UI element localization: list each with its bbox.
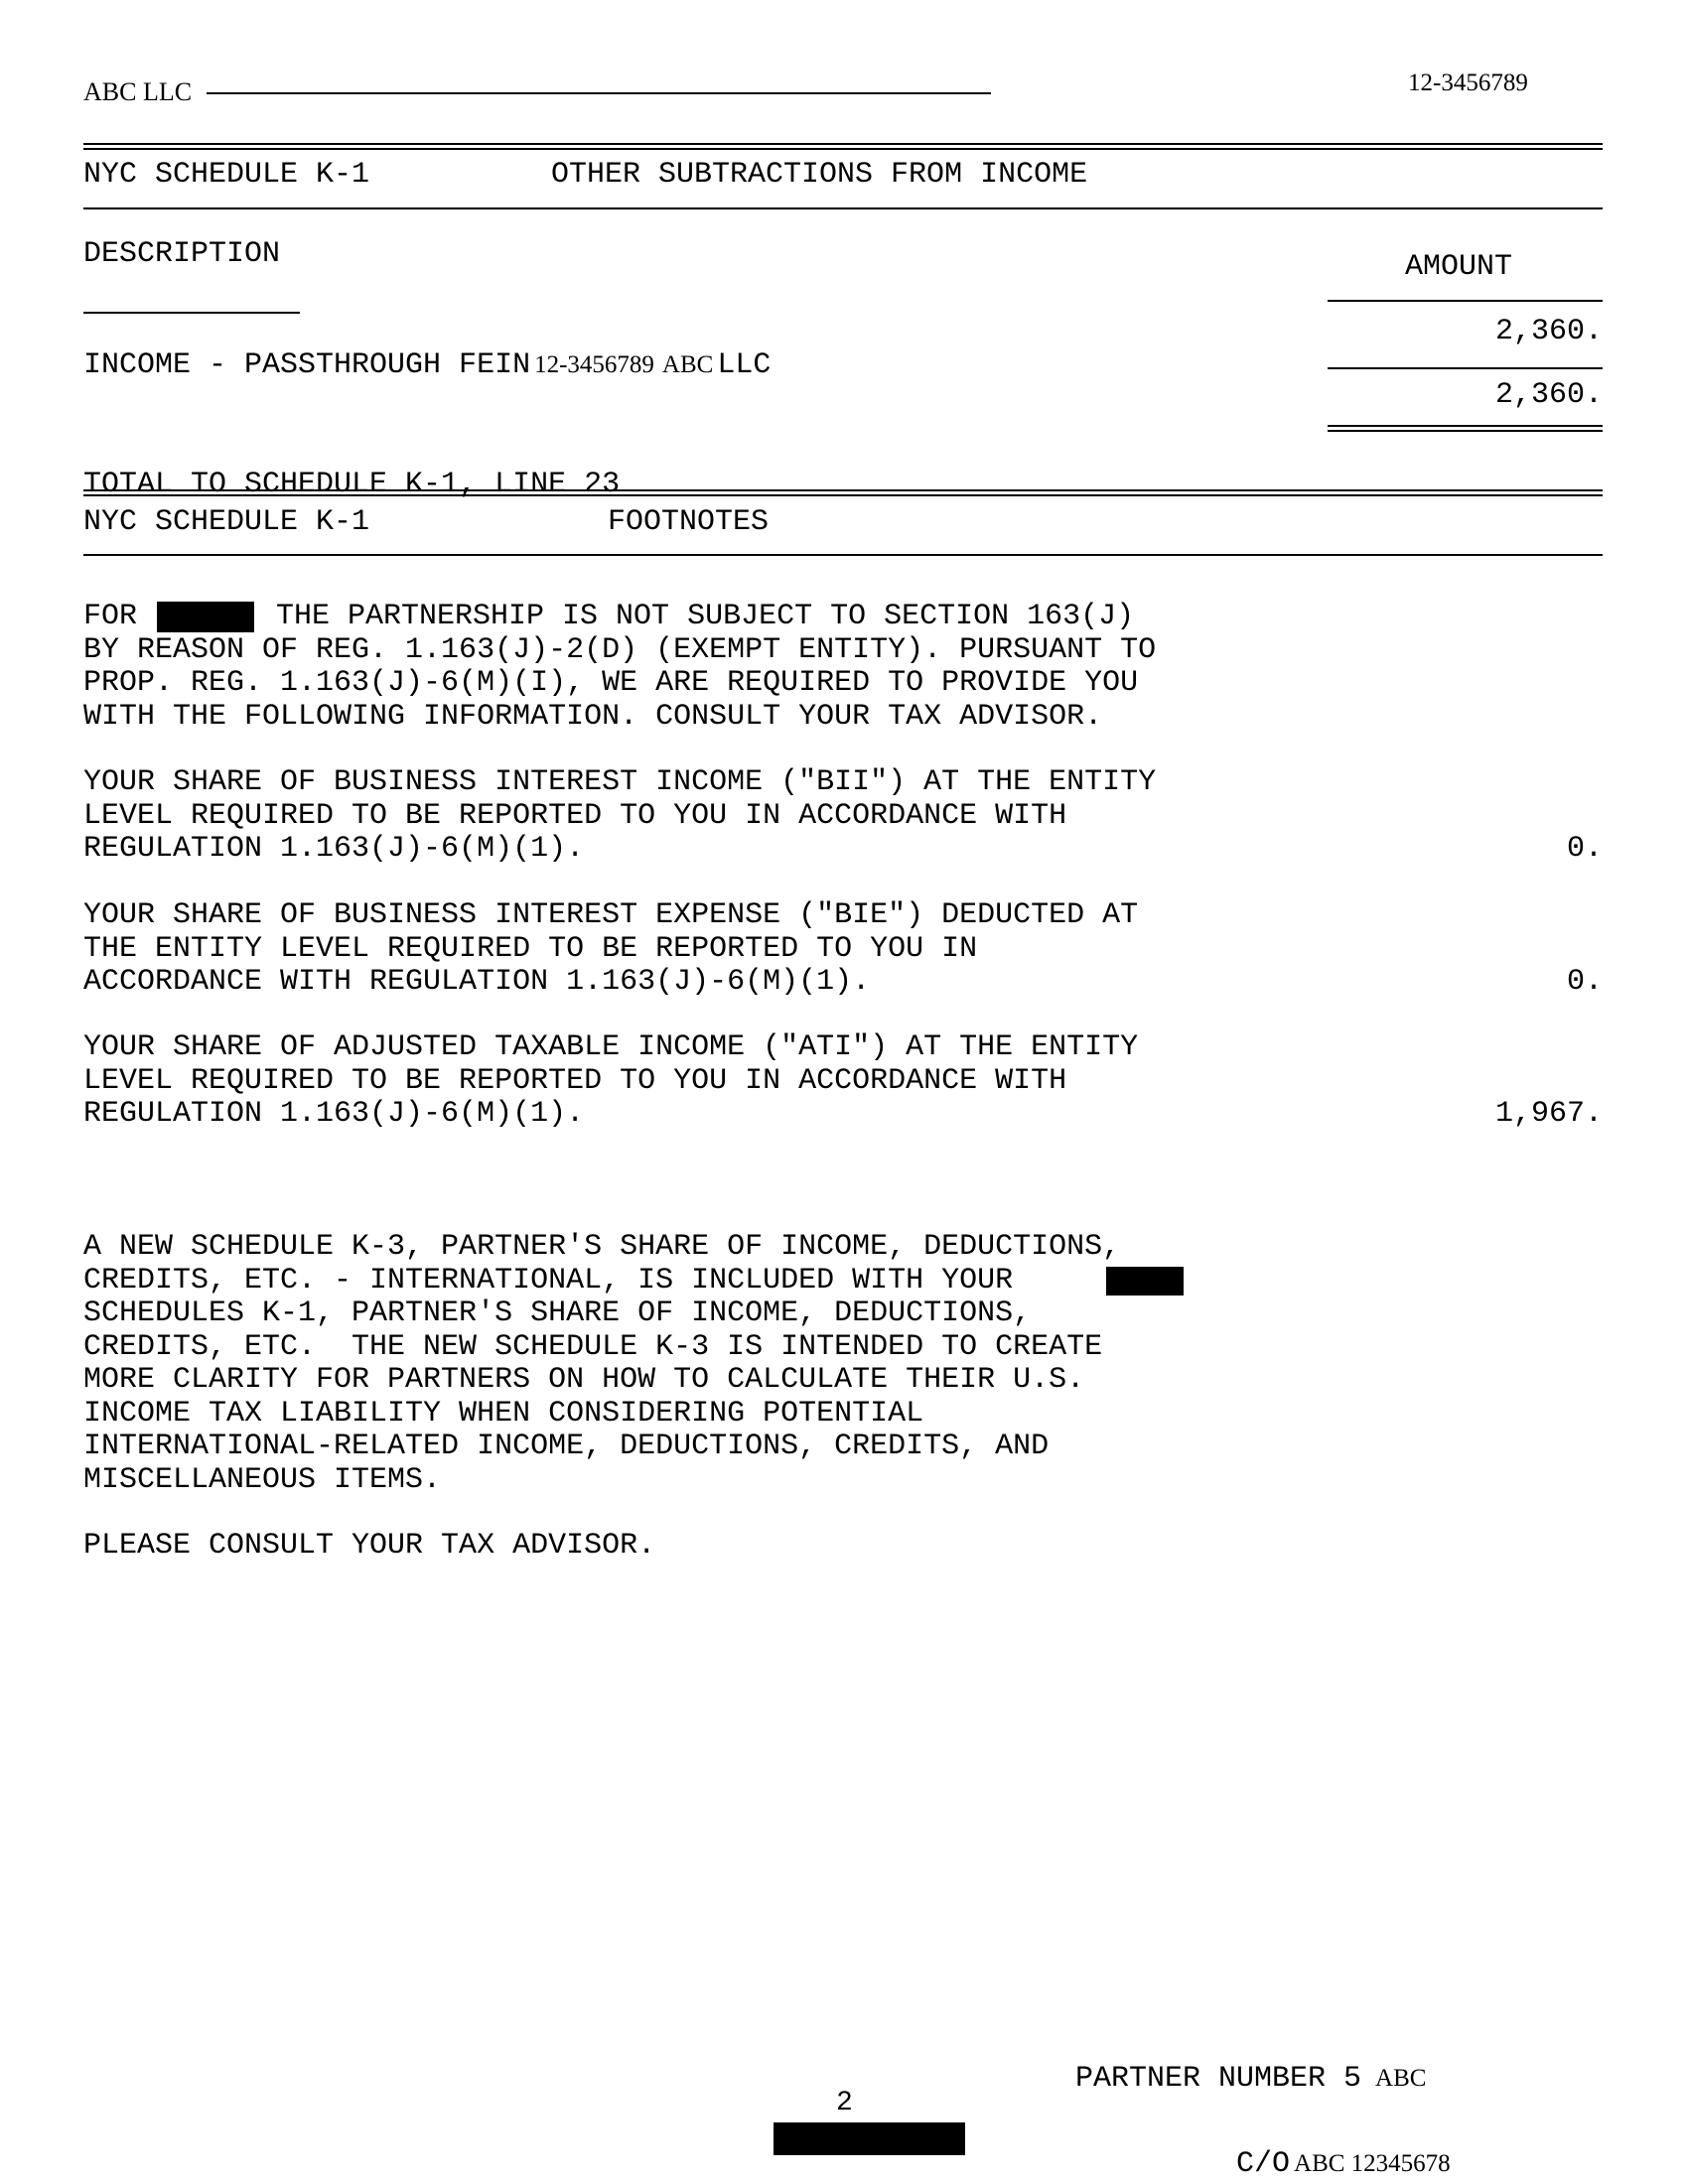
header-underline [207,92,991,94]
consult-advisor: PLEASE CONSULT YOUR TAX ADVISOR. [83,1529,656,1563]
care-of-value: ABC 12345678 [1294,2150,1451,2177]
bie-line2: THE ENTITY LEVEL REQUIRED TO BE REPORTED TO YOU IN [83,931,978,966]
ati-amount: 1,967. [1494,1097,1603,1131]
total-amount: 2,360. [1494,378,1603,412]
partner-number-label: PARTNER NUMBER 5 [1075,2062,1362,2096]
subtotal-rule [1328,367,1603,369]
ati-line2: LEVEL REQUIRED TO BE REPORTED TO YOU IN ACCORDANCE WITH [83,1063,1067,1098]
income-row-prefix: INCOME - PASSTHROUGH FEIN [83,348,531,382]
section1-title-rule [83,207,1603,209]
k3-line5: MORE CLARITY FOR PARTNERS ON HOW TO CALCULATE THEIR U.S. [83,1363,1085,1397]
k3-line1: A NEW SCHEDULE K-3, PARTNER'S SHARE OF INCOME, DEDUCTIONS, [83,1230,1121,1264]
bii-line1: YOUR SHARE OF BUSINESS INTEREST INCOME ("BII") AT THE ENTITY [83,765,1157,799]
description-underline [83,312,300,314]
partner-name: ABC [1375,2065,1427,2092]
footnote-p1-line3: PROP. REG. 1.163(J)-6(M)(I), WE ARE REQUIRED TO PROVIDE YOU [83,666,1139,700]
k3-line7: INTERNATIONAL-RELATED INCOME, DEDUCTIONS, CREDITS, AND [83,1430,1050,1463]
partner-number [1075,2063,1426,2097]
bii-line2: LEVEL REQUIRED TO BE REPORTED TO YOU IN ACCORDANCE WITH [83,798,1067,833]
k3-line6: INCOME TAX LIABILITY WHEN CONSIDERING POTENTIAL [83,1396,924,1431]
k3-line3: SCHEDULES K-1, PARTNER'S SHARE OF INCOME, DEDUCTIONS, [83,1297,1032,1330]
k3-line2: CREDITS, ETC. - INTERNATIONAL, IS INCLUDED WITH YOUR [83,1263,1014,1297]
k3-line8: MISCELLANEOUS ITEMS. [83,1462,442,1497]
income-row-name-suffix: LLC [717,348,772,382]
section2-title-left: NYC SCHEDULE K-1 [83,505,370,539]
amount-underline [1328,300,1603,302]
total-double-rule [1328,425,1603,432]
column-header-description: DESCRIPTION [83,237,281,271]
bii-line3: REGULATION 1.163(J)-6(M)(1). [83,832,585,866]
ati-line3: REGULATION 1.163(J)-6(M)(1). [83,1097,585,1131]
column-header-amount: AMOUNT [1405,250,1513,284]
income-row-fein: 12-3456789 [534,351,654,378]
footnote-for: FOR [83,600,138,633]
footnote-p1-line4: WITH THE FOLLOWING INFORMATION. CONSULT YOUR TAX ADVISOR. [83,699,1103,734]
section1-top-rule [83,143,1603,150]
section1-title-left: NYC SCHEDULE K-1 [83,158,370,192]
bie-line3: ACCORDANCE WITH REGULATION 1.163(J)-6(M)(1). [83,965,871,999]
section2-title-right: FOOTNOTES [608,505,770,539]
total-label: TOTAL TO SCHEDULE K-1, LINE 23 [83,468,621,501]
ein: 12-3456789 [1408,69,1528,96]
redaction-block [1106,1267,1184,1296]
ati-line1: YOUR SHARE OF ADJUSTED TAXABLE INCOME ("ATI") AT THE ENTITY [83,1030,1139,1064]
section2-title-rule [83,554,1603,556]
bie-line1: YOUR SHARE OF BUSINESS INTEREST EXPENSE ("BIE") DEDUCTED AT [83,898,1139,932]
page-number: 2 [836,2088,853,2118]
care-of-label: C/O [1236,2147,1291,2181]
bie-amount: 0. [1566,965,1603,999]
footnote-p1-line2: BY REASON OF REG. 1.163(J)-2(D) (EXEMPT ENTITY). PURSUANT TO [83,632,1157,667]
redaction-block [774,2122,965,2155]
entity-name: ABC LLC [83,77,193,106]
income-row-name: ABC [661,351,714,378]
bii-amount: 0. [1566,832,1603,866]
care-of [1236,2148,1451,2182]
k3-line4: CREDITS, ETC. THE NEW SCHEDULE K-3 IS INTENDED TO CREATE [83,1329,1103,1364]
row-amount: 2,360. [1494,315,1603,348]
footnote-p1-line1: THE PARTNERSHIP IS NOT SUBJECT TO SECTION 163(J) [276,600,1135,633]
income-row-label [83,349,771,383]
section2-top-rule [83,489,1603,496]
section1-title-right: OTHER SUBTRACTIONS FROM INCOME [551,158,1088,192]
redaction-block [157,602,254,632]
